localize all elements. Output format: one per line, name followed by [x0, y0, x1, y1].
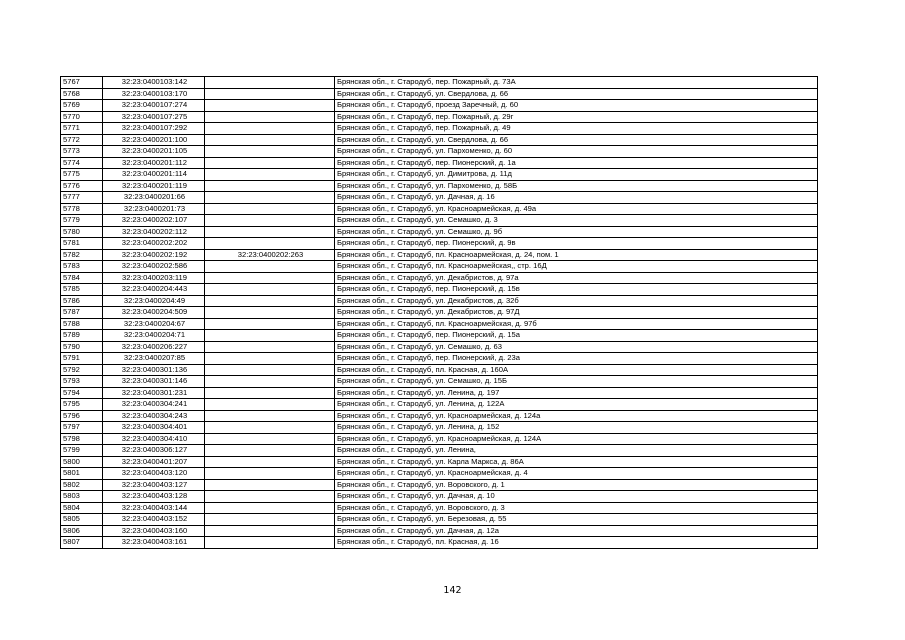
row-number-cell: 5770 — [61, 111, 103, 123]
address-cell: Брянская обл., г. Стародуб, ул. Свердлова, д. 66 — [335, 88, 818, 100]
table-row — [61, 353, 818, 365]
cadastral-number-cell: 32:23:0400203:119 — [103, 272, 205, 284]
address-cell: Брянская обл., г. Стародуб, пер. Пионерский, д. 9в — [335, 238, 818, 250]
related-cadastral-number-cell — [205, 422, 335, 434]
row-number-cell: 5771 — [61, 123, 103, 135]
related-cadastral-number-cell — [205, 180, 335, 192]
row-number-cell: 5774 — [61, 157, 103, 169]
cadastral-number-cell: 32:23:0400306:127 — [103, 445, 205, 457]
cadastral-number-cell: 32:23:0400403:152 — [103, 514, 205, 526]
address-cell: Брянская обл., г. Стародуб, пер. Пожарный, д. 29г — [335, 111, 818, 123]
related-cadastral-number-cell — [205, 238, 335, 250]
related-cadastral-number-cell — [205, 387, 335, 399]
table-row — [61, 445, 818, 457]
table-row — [61, 456, 818, 468]
related-cadastral-number-cell — [205, 364, 335, 376]
cadastral-number-cell: 32:23:0400301:136 — [103, 364, 205, 376]
related-cadastral-number-cell — [205, 100, 335, 112]
table-row — [61, 468, 818, 480]
cadastral-number-cell: 32:23:0400107:292 — [103, 123, 205, 135]
table-row — [61, 123, 818, 135]
address-cell: Брянская обл., г. Стародуб, ул. Пархоменко, д. 60 — [335, 146, 818, 158]
cadastral-number-cell: 32:23:0400202:112 — [103, 226, 205, 238]
table-row — [61, 192, 818, 204]
row-number-cell: 5801 — [61, 468, 103, 480]
table-row — [61, 330, 818, 342]
page-number: 142 — [443, 585, 462, 596]
related-cadastral-number-cell — [205, 399, 335, 411]
row-number-cell: 5800 — [61, 456, 103, 468]
table-row — [61, 100, 818, 112]
table-row — [61, 341, 818, 353]
related-cadastral-number-cell — [205, 307, 335, 319]
row-number-cell: 5772 — [61, 134, 103, 146]
table-row — [61, 134, 818, 146]
address-cell: Брянская обл., г. Стародуб, ул. Семашко, д. 9б — [335, 226, 818, 238]
table-row — [61, 376, 818, 388]
table-row — [61, 284, 818, 296]
address-cell: Брянская обл., г. Стародуб, ул. Красноармейская, д. 124а — [335, 410, 818, 422]
address-cell: Брянская обл., г. Стародуб, ул. Семашко, д. 63 — [335, 341, 818, 353]
cadastral-number-cell: 32:23:0400201:66 — [103, 192, 205, 204]
row-number-cell: 5787 — [61, 307, 103, 319]
cadastral-number-cell: 32:23:0400201:73 — [103, 203, 205, 215]
row-number-cell: 5778 — [61, 203, 103, 215]
related-cadastral-number-cell — [205, 330, 335, 342]
row-number-cell: 5788 — [61, 318, 103, 330]
related-cadastral-number-cell — [205, 479, 335, 491]
related-cadastral-number-cell — [205, 295, 335, 307]
row-number-cell: 5790 — [61, 341, 103, 353]
cadastral-number-cell: 32:23:0400204:49 — [103, 295, 205, 307]
related-cadastral-number-cell — [205, 445, 335, 457]
cadastral-number-cell: 32:23:0400107:275 — [103, 111, 205, 123]
row-number-cell: 5777 — [61, 192, 103, 204]
address-cell: Брянская обл., г. Стародуб, пл. Красная, д. 16 — [335, 537, 818, 549]
row-number-cell: 5784 — [61, 272, 103, 284]
cadastral-number-cell: 32:23:0400301:146 — [103, 376, 205, 388]
address-cell: Брянская обл., г. Стародуб, ул. Березовая, д. 55 — [335, 514, 818, 526]
row-number-cell: 5795 — [61, 399, 103, 411]
table-row — [61, 410, 818, 422]
row-number-cell: 5783 — [61, 261, 103, 273]
related-cadastral-number-cell — [205, 456, 335, 468]
cadastral-number-cell: 32:23:0400301:231 — [103, 387, 205, 399]
address-cell: Брянская обл., г. Стародуб, пер. Пионерский, д. 15в — [335, 284, 818, 296]
address-cell: Брянская обл., г. Стародуб, ул. Ленина, д. 122А — [335, 399, 818, 411]
cadastral-number-cell: 32:23:0400403:120 — [103, 468, 205, 480]
table-row — [61, 295, 818, 307]
address-cell: Брянская обл., г. Стародуб, ул. Воровского, д. 1 — [335, 479, 818, 491]
table-row — [61, 479, 818, 491]
address-cell: Брянская обл., г. Стародуб, ул. Декабристов, д. 97Д — [335, 307, 818, 319]
table-row — [61, 77, 818, 89]
cadastral-number-cell: 32:23:0400202:192 — [103, 249, 205, 261]
address-cell: Брянская обл., г. Стародуб, проезд Заречный, д. 60 — [335, 100, 818, 112]
cadastral-number-cell: 32:23:0400202:107 — [103, 215, 205, 227]
row-number-cell: 5779 — [61, 215, 103, 227]
related-cadastral-number-cell — [205, 134, 335, 146]
related-cadastral-number-cell — [205, 537, 335, 549]
address-cell: Брянская обл., г. Стародуб, ул. Дачная, д. 12а — [335, 525, 818, 537]
cadastral-number-cell: 32:23:0400103:142 — [103, 77, 205, 89]
related-cadastral-number-cell — [205, 226, 335, 238]
address-cell: Брянская обл., г. Стародуб, ул. Декабристов, д. 97а — [335, 272, 818, 284]
related-cadastral-number-cell — [205, 192, 335, 204]
related-cadastral-number-cell — [205, 341, 335, 353]
related-cadastral-number-cell — [205, 215, 335, 227]
address-cell: Брянская обл., г. Стародуб, пл. Красная, д. 160А — [335, 364, 818, 376]
row-number-cell: 5803 — [61, 491, 103, 503]
table-row — [61, 203, 818, 215]
table-row — [61, 111, 818, 123]
cadastral-number-cell: 32:23:0400401:207 — [103, 456, 205, 468]
row-number-cell: 5792 — [61, 364, 103, 376]
address-cell: Брянская обл., г. Стародуб, ул. Декабристов, д. 32б — [335, 295, 818, 307]
cadastral-number-cell: 32:23:0400201:112 — [103, 157, 205, 169]
related-cadastral-number-cell — [205, 77, 335, 89]
cadastral-number-cell: 32:23:0400304:401 — [103, 422, 205, 434]
address-cell: Брянская обл., г. Стародуб, ул. Ленина, д. 197 — [335, 387, 818, 399]
address-cell: Брянская обл., г. Стародуб, ул. Дачная, д. 10 — [335, 491, 818, 503]
row-number-cell: 5807 — [61, 537, 103, 549]
table-row — [61, 180, 818, 192]
address-cell: Брянская обл., г. Стародуб, пл. Красноармейская, д. 24, пом. 1 — [335, 249, 818, 261]
table-row — [61, 169, 818, 181]
row-number-cell: 5805 — [61, 514, 103, 526]
row-number-cell: 5785 — [61, 284, 103, 296]
table-row — [61, 422, 818, 434]
address-cell: Брянская обл., г. Стародуб, пл. Красноармейская,, стр. 16Д — [335, 261, 818, 273]
cadastral-number-cell: 32:23:0400304:410 — [103, 433, 205, 445]
related-cadastral-number-cell — [205, 514, 335, 526]
row-number-cell: 5768 — [61, 88, 103, 100]
related-cadastral-number-cell — [205, 272, 335, 284]
related-cadastral-number-cell — [205, 491, 335, 503]
cadastral-number-cell: 32:23:0400204:443 — [103, 284, 205, 296]
related-cadastral-number-cell: 32:23:0400202:263 — [205, 249, 335, 261]
property-registry-table — [60, 76, 818, 549]
cadastral-number-cell: 32:23:0400201:119 — [103, 180, 205, 192]
table-row — [61, 146, 818, 158]
cadastral-number-cell: 32:23:0400206:227 — [103, 341, 205, 353]
cadastral-number-cell: 32:23:0400103:170 — [103, 88, 205, 100]
address-cell: Брянская обл., г. Стародуб, ул. Воровского, д. 3 — [335, 502, 818, 514]
related-cadastral-number-cell — [205, 203, 335, 215]
cadastral-number-cell: 32:23:0400403:127 — [103, 479, 205, 491]
related-cadastral-number-cell — [205, 353, 335, 365]
related-cadastral-number-cell — [205, 468, 335, 480]
address-cell: Брянская обл., г. Стародуб, пер. Пионерский, д. 1а — [335, 157, 818, 169]
table-row — [61, 399, 818, 411]
related-cadastral-number-cell — [205, 433, 335, 445]
cadastral-number-cell: 32:23:0400201:100 — [103, 134, 205, 146]
related-cadastral-number-cell — [205, 146, 335, 158]
address-cell: Брянская обл., г. Стародуб, ул. Дачная, д. 16 — [335, 192, 818, 204]
row-number-cell: 5781 — [61, 238, 103, 250]
address-cell: Брянская обл., г. Стародуб, ул. Красноармейская, д. 124А — [335, 433, 818, 445]
address-cell: Брянская обл., г. Стародуб, пер. Пионерский, д. 23а — [335, 353, 818, 365]
row-number-cell: 5806 — [61, 525, 103, 537]
cadastral-number-cell: 32:23:0400403:161 — [103, 537, 205, 549]
related-cadastral-number-cell — [205, 261, 335, 273]
address-cell: Брянская обл., г. Стародуб, ул. Красноармейская, д. 4 — [335, 468, 818, 480]
table-row — [61, 364, 818, 376]
related-cadastral-number-cell — [205, 376, 335, 388]
related-cadastral-number-cell — [205, 169, 335, 181]
cadastral-number-cell: 32:23:0400204:71 — [103, 330, 205, 342]
related-cadastral-number-cell — [205, 502, 335, 514]
row-number-cell: 5769 — [61, 100, 103, 112]
related-cadastral-number-cell — [205, 111, 335, 123]
cadastral-number-cell: 32:23:0400304:243 — [103, 410, 205, 422]
table-row — [61, 157, 818, 169]
row-number-cell: 5776 — [61, 180, 103, 192]
table-row — [61, 491, 818, 503]
cadastral-number-cell: 32:23:0400201:105 — [103, 146, 205, 158]
cadastral-number-cell: 32:23:0400204:509 — [103, 307, 205, 319]
table-row — [61, 215, 818, 227]
address-cell: Брянская обл., г. Стародуб, ул. Свердлова, д. 66 — [335, 134, 818, 146]
cadastral-number-cell: 32:23:0400403:128 — [103, 491, 205, 503]
row-number-cell: 5767 — [61, 77, 103, 89]
table-row — [61, 272, 818, 284]
related-cadastral-number-cell — [205, 123, 335, 135]
row-number-cell: 5789 — [61, 330, 103, 342]
address-cell: Брянская обл., г. Стародуб, ул. Карла Маркса, д. 86А — [335, 456, 818, 468]
cadastral-number-cell: 32:23:0400204:67 — [103, 318, 205, 330]
row-number-cell: 5782 — [61, 249, 103, 261]
table-row — [61, 387, 818, 399]
address-cell: Брянская обл., г. Стародуб, пер. Пионерский, д. 15а — [335, 330, 818, 342]
table-row — [61, 537, 818, 549]
table-row — [61, 525, 818, 537]
row-number-cell: 5780 — [61, 226, 103, 238]
table-row — [61, 433, 818, 445]
table-row — [61, 226, 818, 238]
table-row — [61, 318, 818, 330]
related-cadastral-number-cell — [205, 525, 335, 537]
related-cadastral-number-cell — [205, 88, 335, 100]
row-number-cell: 5797 — [61, 422, 103, 434]
table-row — [61, 307, 818, 319]
table-body — [61, 77, 818, 549]
table-row — [61, 238, 818, 250]
row-number-cell: 5793 — [61, 376, 103, 388]
related-cadastral-number-cell — [205, 410, 335, 422]
cadastral-number-cell: 32:23:0400201:114 — [103, 169, 205, 181]
address-cell: Брянская обл., г. Стародуб, ул. Ленина, д. 152 — [335, 422, 818, 434]
address-cell: Брянская обл., г. Стародуб, ул. Семашко, д. 3 — [335, 215, 818, 227]
address-cell: Брянская обл., г. Стародуб, ул. Пархоменко, д. 58Б — [335, 180, 818, 192]
row-number-cell: 5798 — [61, 433, 103, 445]
address-cell: Брянская обл., г. Стародуб, ул. Красноармейская, д. 49а — [335, 203, 818, 215]
related-cadastral-number-cell — [205, 318, 335, 330]
cadastral-number-cell: 32:23:0400403:144 — [103, 502, 205, 514]
address-cell: Брянская обл., г. Стародуб, ул. Димитрова, д. 11д — [335, 169, 818, 181]
table-row — [61, 261, 818, 273]
related-cadastral-number-cell — [205, 157, 335, 169]
row-number-cell: 5799 — [61, 445, 103, 457]
row-number-cell: 5791 — [61, 353, 103, 365]
address-cell: Брянская обл., г. Стародуб, пер. Пожарный, д. 49 — [335, 123, 818, 135]
address-cell: Брянская обл., г. Стародуб, пл. Красноармейская, д. 97б — [335, 318, 818, 330]
row-number-cell: 5786 — [61, 295, 103, 307]
address-cell: Брянская обл., г. Стародуб, пер. Пожарный, д. 73А — [335, 77, 818, 89]
table-row — [61, 88, 818, 100]
address-cell: Брянская обл., г. Стародуб, ул. Ленина, — [335, 445, 818, 457]
cadastral-number-cell: 32:23:0400403:160 — [103, 525, 205, 537]
cadastral-number-cell: 32:23:0400202:586 — [103, 261, 205, 273]
row-number-cell: 5796 — [61, 410, 103, 422]
table-row — [61, 249, 818, 261]
cadastral-number-cell: 32:23:0400202:202 — [103, 238, 205, 250]
row-number-cell: 5802 — [61, 479, 103, 491]
table-row — [61, 502, 818, 514]
cadastral-number-cell: 32:23:0400207:85 — [103, 353, 205, 365]
cadastral-number-cell: 32:23:0400107:274 — [103, 100, 205, 112]
address-cell: Брянская обл., г. Стародуб, ул. Семашко, д. 15Б — [335, 376, 818, 388]
related-cadastral-number-cell — [205, 284, 335, 296]
cadastral-number-cell: 32:23:0400304:241 — [103, 399, 205, 411]
row-number-cell: 5804 — [61, 502, 103, 514]
row-number-cell: 5794 — [61, 387, 103, 399]
table-row — [61, 514, 818, 526]
row-number-cell: 5773 — [61, 146, 103, 158]
row-number-cell: 5775 — [61, 169, 103, 181]
